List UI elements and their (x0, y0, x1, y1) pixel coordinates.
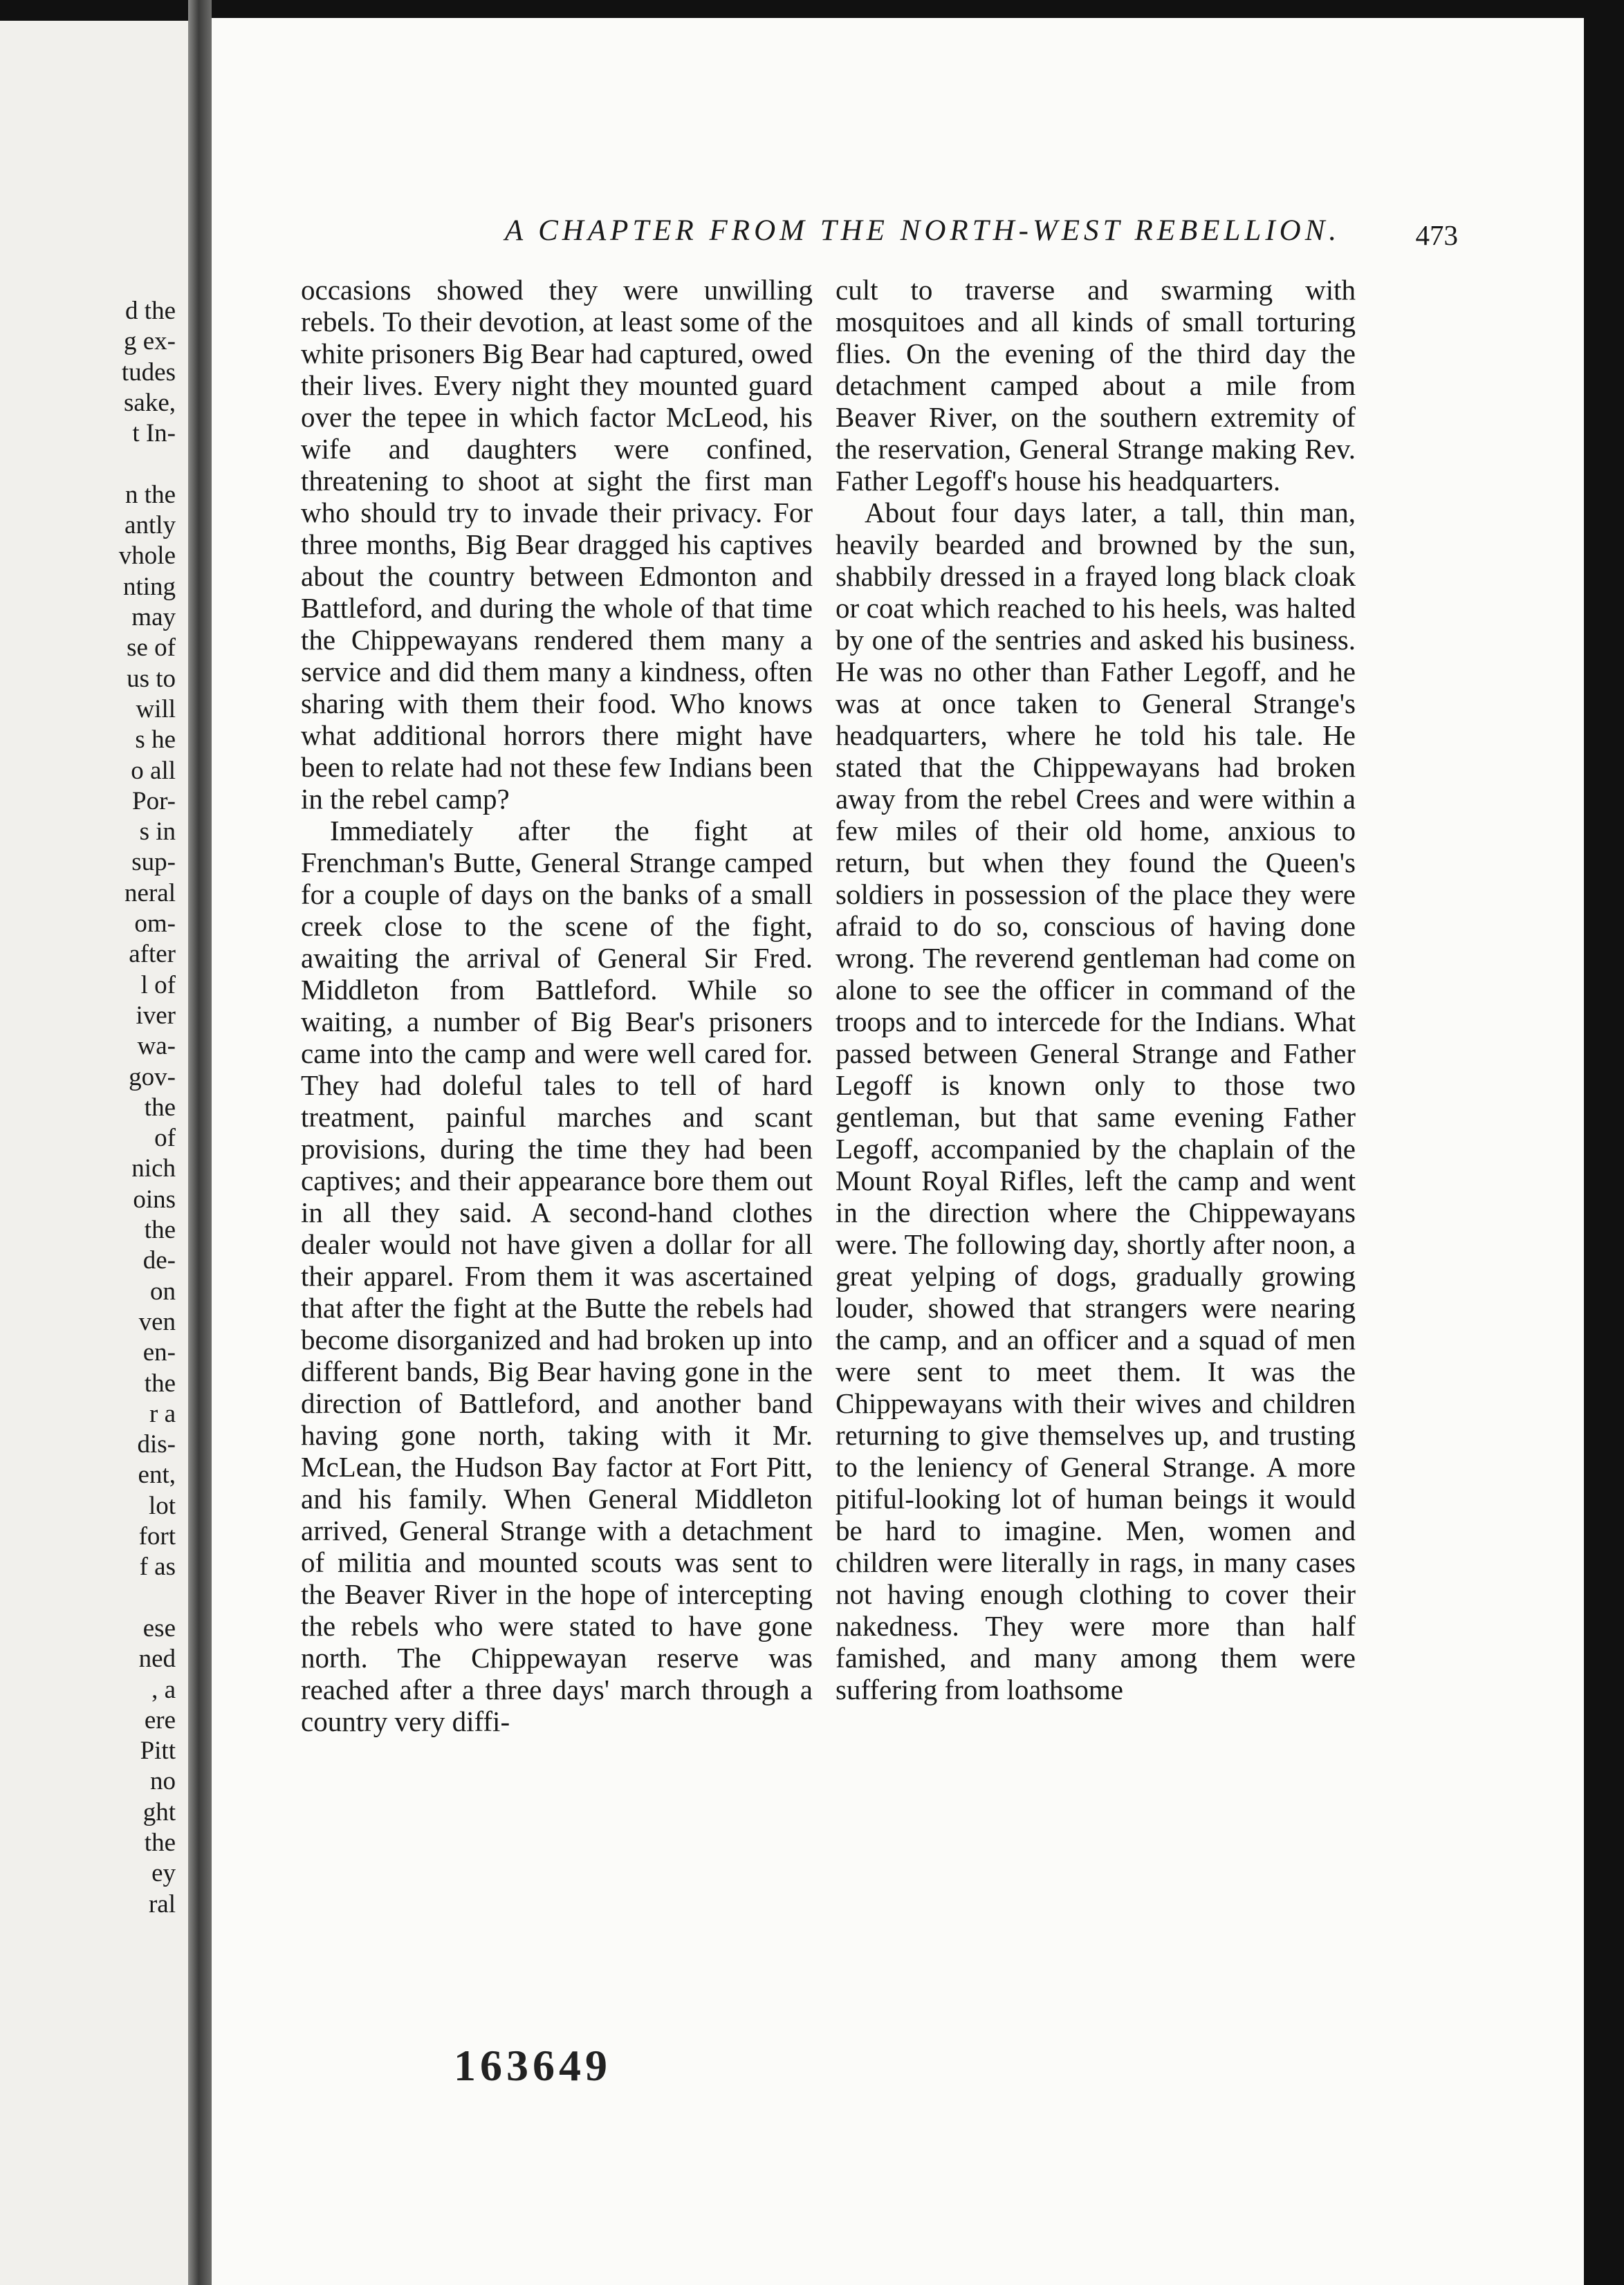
prev-page-line-fragment: ral (148, 1889, 176, 1918)
prev-page-line-fragment: ght (142, 1797, 176, 1826)
paragraph: cult to traverse and swarming with mosquitoes and all kinds of small torturing flies. On the evening of the third day the detachment camped about a mile from Beaver River, on the southern extremity of the reservation, General Strange making Rev. Father Legoff's house his headquarters. (836, 274, 1356, 497)
prev-page-line-fragment: r a (149, 1399, 176, 1428)
prev-page-line-fragment: Por- (132, 786, 176, 815)
prev-page-line-fragment: no (150, 1767, 176, 1796)
paragraph: About four days later, a tall, thin man, heavily bearded and browned by the sun, shabbily dressed in a frayed long black cloak or coat which reached to his heels, was halted by one of the sentries and asked his business. He was no other than Father Legoff, and he was at once taken to General Strange's headquarters, where he told his tale. He stated that the Chippewayans had broken away from the rebel Crees and were within a few miles of their old home, anxious to return, but when they found the Queen's soldiers in possession of the place they were afraid to do so, conscious of having done wrong. The reverend gentleman had come on alone to see the officer in command of the troops and to intercede for the Indians. What passed between General Strange and Father Legoff is known only to those two gentleman, but that same evening Father Legoff, accompanied by the chaplain of the Mount Royal Rifles, left the camp and went in the direction where the Chippewayans were. The following day, shortly after noon, a great yelping of dogs, gradually growing louder, showed that strangers were nearing the camp, and an officer and a squad of men were sent to meet them. It was the Chippewayans with their wives and children returning to give themselves up, and trusting to the leniency of General Strange. A more pitiful-looking lot of human beings it would be hard to imagine. Men, women and children were literally in rags, in many cases not having enough clothing to cover their nakedness. They were more than half famished, and many among them were suffering from loathsome (836, 497, 1356, 1705)
prev-page-line-fragment: fort (138, 1522, 176, 1551)
prev-page-line-fragment: en- (142, 1338, 176, 1367)
prev-page-line-fragment: the (144, 1216, 176, 1244)
prev-page-line-fragment: de- (142, 1246, 176, 1275)
prev-page-line-fragment: g ex- (124, 327, 176, 356)
text-column-right (836, 274, 1356, 1705)
prev-page-line-fragment: iver (136, 1001, 176, 1030)
prev-page-line-fragment: ven (138, 1307, 176, 1336)
prev-page-line-fragment: the (144, 1369, 176, 1398)
prev-page-line-fragment: , a (151, 1675, 176, 1704)
prev-page-line-fragment: on (150, 1277, 176, 1306)
prev-page-line-fragment: om- (134, 909, 176, 938)
prev-page-line-fragment: us to (127, 664, 176, 693)
running-title: A CHAPTER FROM THE NORTH-WEST REBELLION. (504, 214, 1341, 247)
prev-page-line-fragment: s in (139, 817, 176, 847)
prev-page-line-fragment: se of (127, 633, 176, 663)
accession-stamp: 163649 (454, 2041, 611, 2090)
prev-page-line-fragment: d the (125, 297, 176, 325)
paragraph: occasions showed they were unwilling rebels. To their devotion, at least some of the white prisoners Big Bear had captured, owed their lives. Every night they mounted guard over the tepee in which factor McLeod, his wife and daughters were confined, threatening to shoot at sight the first man who should try to invade their privacy. For three months, Big Bear dragged his captives about the country between Edmonton and Battleford, and during the whole of that time the Chippewayans rendered them many a service and did them many a kindness, often sharing with them their food. Who knows what additional horrors there might have been to relate had not these few Indians been in the rebel camp? (301, 274, 813, 815)
prev-page-line-fragment: ey (151, 1859, 176, 1888)
prev-page-line-fragment: after (129, 940, 176, 969)
prev-page-line-fragment: o all (131, 756, 176, 785)
paragraph: Immediately after the fight at Frenchman's Butte, General Strange camped for a couple of days on the banks of a small creek close to the scene of the fight, awaiting the arrival of General Sir Fred. Middleton from Battleford. While so waiting, a number of Big Bear's prisoners came into the camp and were well cared for. They had doleful tales to tell of hard treatment, painful marches and scant provisions, during the time they had been captives; and their appearance bore them out in all they said. A second-hand clothes dealer would not have given a dollar for all their apparel. From them it was ascertained that after the fight at the Butte the rebels had become disorganized and had broken up into different bands, Big Bear having gone in the direction of Battleford, and another band having gone north, taking with it Mr. McLean, the Hudson Bay factor at Fort Pitt, and his family. When General Middleton arrived, General Strange with a detachment of militia and mounted scouts was sent to the Beaver River in the hope of intercepting the rebels who were stated to have gone north. The Chippewayan reserve was reached after a three days' march through a country very diffi- (301, 815, 813, 1737)
prev-page-line-fragment: ned (138, 1645, 176, 1674)
prev-page-line-fragment: the (144, 1829, 176, 1857)
prev-page-line-fragment: ent, (138, 1461, 176, 1490)
prev-page-line-fragment: t In- (132, 419, 176, 448)
prev-page-line-fragment: dis- (137, 1430, 176, 1459)
text-column-left (301, 274, 813, 1737)
previous-page-fragment (0, 21, 188, 2285)
prev-page-line-fragment: neral (124, 878, 176, 907)
prev-page-line-fragment: may (131, 603, 176, 631)
prev-page-line-fragment: gov- (129, 1062, 176, 1091)
book-gutter (188, 0, 212, 2285)
prev-page-line-fragment: ese (142, 1613, 176, 1643)
prev-page-line-fragment: antly (124, 511, 176, 540)
prev-page-line-fragment: wa- (137, 1032, 176, 1061)
prev-page-line-fragment: sup- (131, 848, 176, 877)
prev-page-line-fragment: n the (125, 480, 176, 509)
prev-page-line-fragment: l of (140, 970, 176, 999)
prev-page-line-fragment: vhole (118, 542, 176, 571)
prev-page-line-fragment: oins (133, 1185, 176, 1214)
prev-page-line-fragment: sake, (124, 388, 176, 417)
prev-page-line-fragment: s he (135, 725, 176, 755)
prev-page-line-fragment: tudes (121, 358, 176, 387)
prev-page-line-fragment: f as (139, 1553, 176, 1582)
prev-page-line-fragment: nting (122, 572, 176, 601)
prev-page-line-fragment: the (144, 1093, 176, 1122)
prev-page-line-fragment: Pitt (140, 1737, 176, 1766)
prev-page-line-fragment: of (154, 1124, 176, 1153)
prev-page-line-fragment: ere (144, 1705, 176, 1734)
book-page (212, 18, 1584, 2285)
page-number: 473 (1415, 219, 1458, 251)
prev-page-line-fragment: lot (148, 1491, 176, 1520)
prev-page-line-fragment: will (136, 694, 176, 723)
prev-page-line-fragment: nich (131, 1154, 176, 1183)
